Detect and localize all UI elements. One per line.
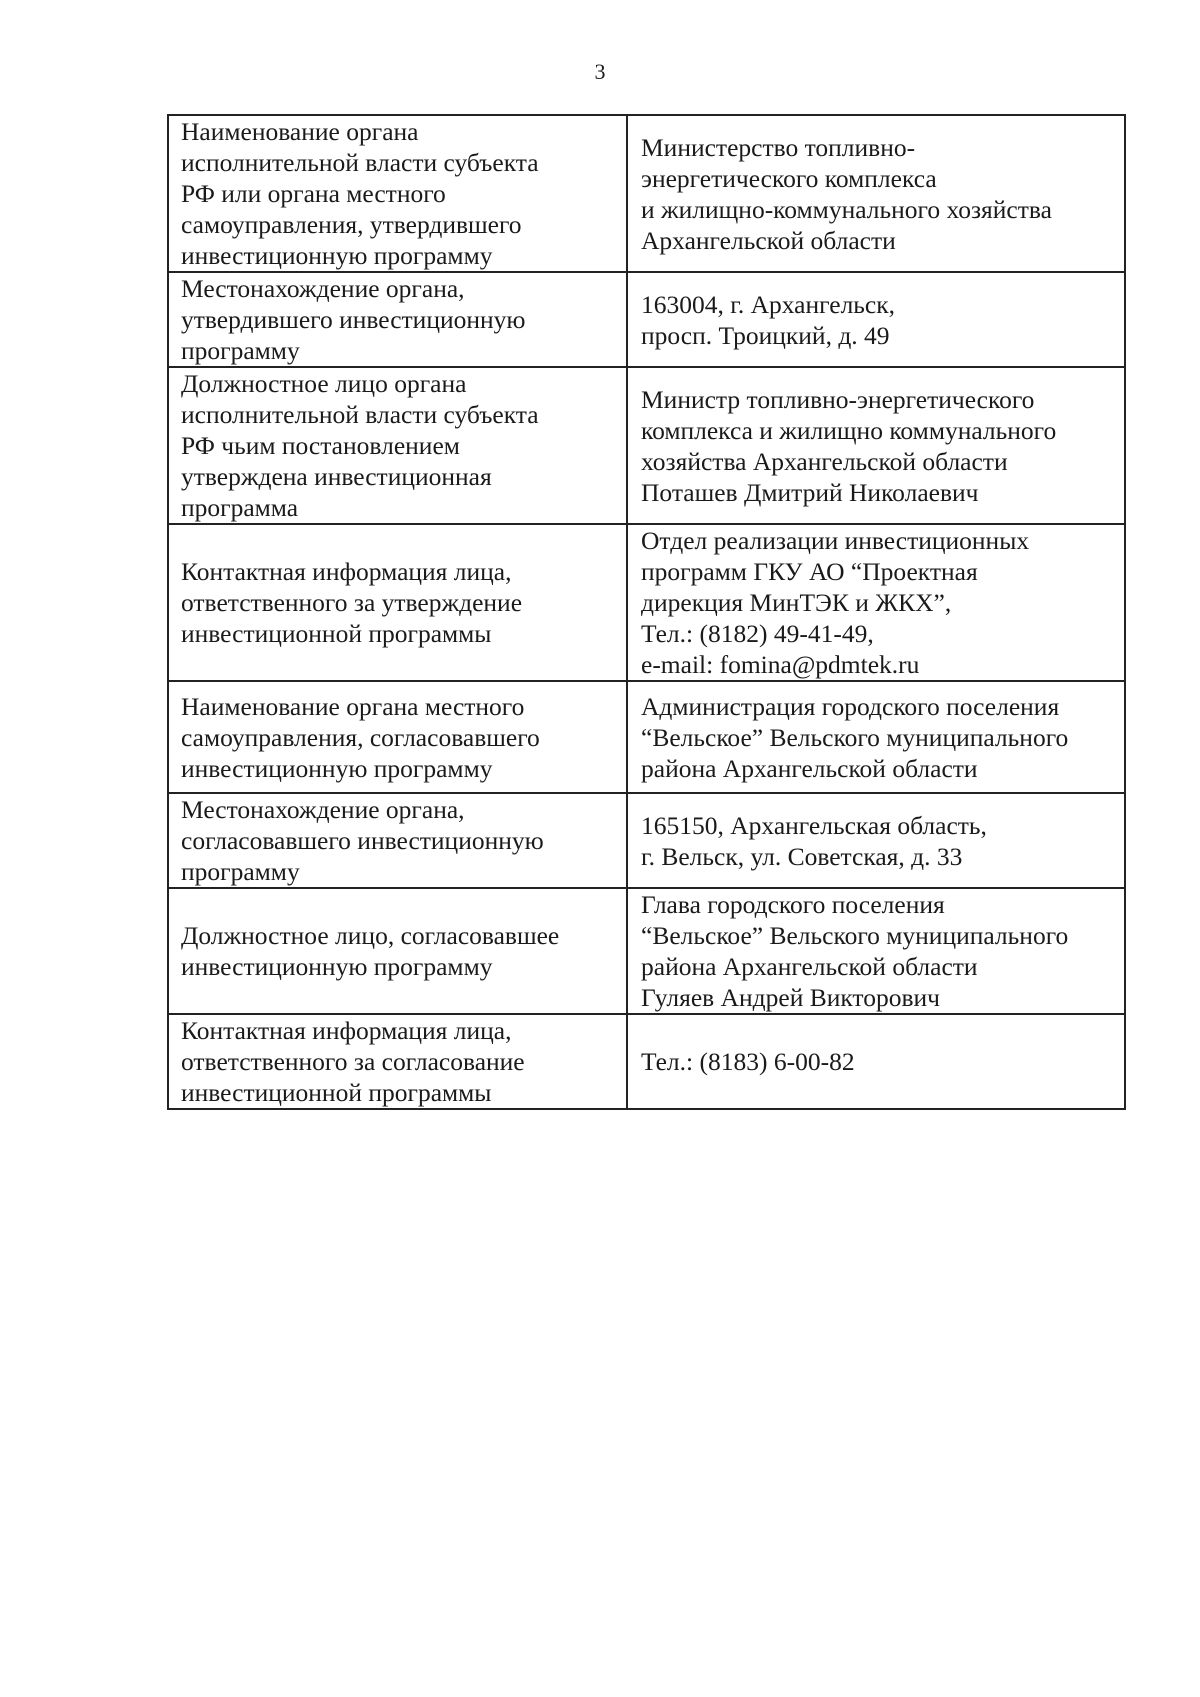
label-cell-line: инвестиционную программу (181, 753, 493, 783)
value-cell-line: и жилищно-коммунального хозяйства (641, 194, 1052, 224)
value-cell-line: энергетического комплекса (641, 163, 937, 193)
label-cell (168, 793, 627, 888)
label-cell-line: ответственного за утверждение (181, 588, 523, 617)
label-cell-line: Наименование органа местного (181, 691, 525, 721)
label-cell-line: инвестиционной программы (181, 619, 492, 648)
label-cell-line: РФ или органа местного (181, 179, 446, 208)
label-cell (168, 524, 627, 681)
value-cell (627, 367, 1125, 524)
table-row (168, 272, 1125, 367)
value-cell-line: Тел.: (8183) 6-00-82 (641, 1047, 855, 1076)
label-cell-line: самоуправления, согласовавшего (181, 722, 540, 752)
value-cell-line: 163004, г. Архангельск, (641, 289, 896, 319)
label-cell-line: программу (181, 336, 300, 365)
value-cell-line: Министр топливно-энергетического (641, 384, 1035, 414)
table-row (168, 888, 1125, 1014)
label-cell-line: утвердившего инвестиционную (181, 305, 526, 334)
value-cell (627, 888, 1125, 1014)
value-cell (627, 793, 1125, 888)
label-cell (168, 367, 627, 524)
label-cell (168, 115, 627, 272)
label-cell-line: РФ чьим постановлением (181, 431, 460, 460)
value-cell-line: Тел.: (8182) 49-41-49, (641, 619, 874, 648)
value-cell-line: района Архангельской области (641, 952, 978, 981)
value-cell-line: Министерство топливно- (641, 132, 916, 162)
value-cell-line: “Вельское” Вельского муниципального (641, 921, 1069, 950)
label-cell-line: исполнительной власти субъекта (181, 400, 539, 429)
value-cell (627, 681, 1125, 793)
table-body (168, 115, 1125, 1109)
label-cell-line: утверждена инвестиционная (181, 462, 492, 491)
value-cell (627, 115, 1125, 272)
table-row (168, 1014, 1125, 1109)
label-cell-line: программа (181, 493, 299, 522)
label-cell (168, 1014, 627, 1109)
value-cell-line: Поташев Дмитрий Николаевич (641, 477, 979, 507)
value-cell-line: комплекса и жилищно коммунального (641, 415, 1057, 445)
label-cell-line: инвестиционной программы (181, 1078, 492, 1107)
value-cell (627, 272, 1125, 367)
value-cell-line: e-mail: fomina@pdmtek.ru (641, 650, 920, 679)
label-cell (168, 272, 627, 367)
label-cell-line: инвестиционную программу (181, 952, 493, 981)
label-cell-line: исполнительной власти субъекта (181, 148, 539, 177)
label-cell-line: Должностное лицо, согласовавшее (181, 921, 560, 950)
table-row (168, 115, 1125, 272)
label-cell-line: самоуправления, утвердившего (181, 210, 522, 239)
value-cell-line: 165150, Архангельская область, (641, 810, 987, 840)
label-cell-line: Местонахождение органа, (181, 274, 465, 303)
investment-program-info-table (167, 114, 1126, 1110)
label-cell-line: Контактная информация лица, (181, 557, 512, 586)
value-cell-line: Администрация городского поселения (641, 691, 1060, 721)
label-cell-line: программу (181, 857, 300, 886)
value-cell-line: Отдел реализации инвестиционных (641, 526, 1030, 555)
value-cell (627, 1014, 1125, 1109)
value-cell-line: г. Вельск, ул. Советская, д. 33 (641, 841, 963, 871)
value-cell-line: программ ГКУ АО “Проектная (641, 557, 978, 586)
table-row (168, 681, 1125, 793)
label-cell-line: Местонахождение органа, (181, 795, 465, 824)
label-cell-line: инвестиционную программу (181, 241, 493, 270)
label-cell-line: Наименование органа (181, 117, 419, 146)
value-cell-line: дирекция МинТЭК и ЖКХ”, (641, 588, 952, 617)
value-cell-line: “Вельское” Вельского муниципального (641, 722, 1069, 752)
value-cell-line: хозяйства Архангельской области (641, 446, 1008, 476)
value-cell-line: района Архангельской области (641, 753, 978, 783)
page-number: 3 (594, 59, 606, 84)
table-row (168, 367, 1125, 524)
label-cell (168, 888, 627, 1014)
label-cell (168, 681, 627, 793)
label-cell-line: ответственного за согласование (181, 1047, 525, 1076)
value-cell-line: Архангельской области (641, 225, 896, 255)
table-row (168, 524, 1125, 681)
table-row (168, 793, 1125, 888)
value-cell-line: Гуляев Андрей Викторович (641, 983, 940, 1012)
label-cell-line: согласовавшего инвестиционную (181, 826, 544, 855)
label-cell-line: Должностное лицо органа (181, 369, 467, 398)
value-cell-line: Глава городского поселения (641, 890, 945, 919)
label-cell-line: Контактная информация лица, (181, 1016, 512, 1045)
value-cell (627, 524, 1125, 681)
value-cell-line: просп. Троицкий, д. 49 (641, 320, 890, 350)
